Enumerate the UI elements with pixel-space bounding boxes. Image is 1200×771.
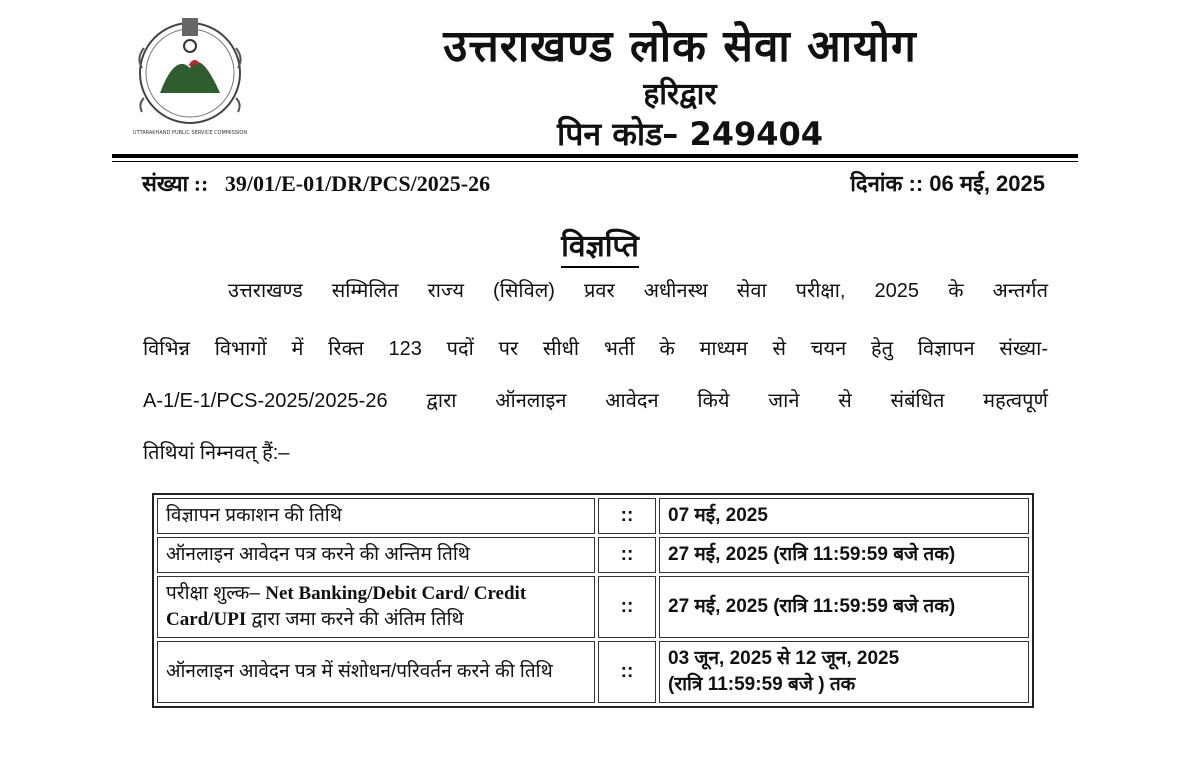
table-row xyxy=(157,641,1029,703)
date-cell: 03 जून, 2025 से 12 जून, 2025 (रात्रि 11:59:59 बजे ) तक xyxy=(659,641,1029,703)
table-row xyxy=(157,576,1029,638)
event-cell: विज्ञापन प्रकाशन की तिथि xyxy=(157,498,595,534)
table-row xyxy=(157,498,1029,534)
commission-name: उत्तराखण्ड लोक सेवा आयोग xyxy=(443,21,917,72)
svg-text:UTTARAKHAND PUBLIC SERVICE COM: UTTARAKHAND PUBLIC SERVICE COMMISSION xyxy=(132,130,248,136)
date-cell: 27 मई, 2025 (रात्रि 11:59:59 बजे तक) xyxy=(659,576,1029,638)
notice-paragraph-line: तिथियां निम्नवत् हैं:– xyxy=(143,442,290,464)
separator-cell: :: xyxy=(598,498,656,534)
separator-cell: :: xyxy=(598,641,656,703)
commission-city: हरिद्वार xyxy=(643,77,717,112)
pin-code: पिन कोड– 249404 xyxy=(556,115,824,153)
notice-paragraph-line: विभिन्न विभागों में रिक्त 123 पदों पर सीधी भर्ती के माध्यम से चयन हेतु विज्ञापन संख्या- xyxy=(143,338,1048,360)
event-cell: परीक्षा शुल्क– Net Banking/Debit Card/ Credit Card/UPI द्वारा जमा करने की अंतिम तिथि xyxy=(157,576,595,638)
separator-cell: :: xyxy=(598,576,656,638)
event-cell: ऑनलाइन आवेदन पत्र करने की अन्तिम तिथि xyxy=(157,537,595,573)
event-cell: ऑनलाइन आवेदन पत्र में संशोधन/परिवर्तन करने की तिथि xyxy=(157,641,595,703)
notice-paragraph-line: उत्तराखण्ड सम्मिलित राज्य (सिविल) प्रवर अधीनस्थ सेवा परीक्षा, 2025 के अन्तर्गत xyxy=(228,280,1048,302)
commission-emblem-icon xyxy=(120,8,260,138)
table-row xyxy=(157,537,1029,573)
important-dates-table xyxy=(152,493,1034,708)
notice-heading: विज्ञप्ति xyxy=(0,224,1200,265)
header-divider xyxy=(112,154,1078,158)
header-divider-thin xyxy=(112,161,1078,162)
notice-paragraph-line: A-1/E-1/PCS-2025/2025-26 द्वारा ऑनलाइन आवेदन किये जाने से संबंधित महत्वपूर्ण xyxy=(143,390,1048,412)
reference-number: संख्या :: 39/01/E-01/DR/PCS/2025-26 xyxy=(142,171,491,196)
date-cell: 27 मई, 2025 (रात्रि 11:59:59 बजे तक) xyxy=(659,537,1029,573)
separator-cell: :: xyxy=(598,537,656,573)
notice-date: दिनांक :: 06 मई, 2025 xyxy=(850,171,1045,196)
date-cell: 07 मई, 2025 xyxy=(659,498,1029,534)
